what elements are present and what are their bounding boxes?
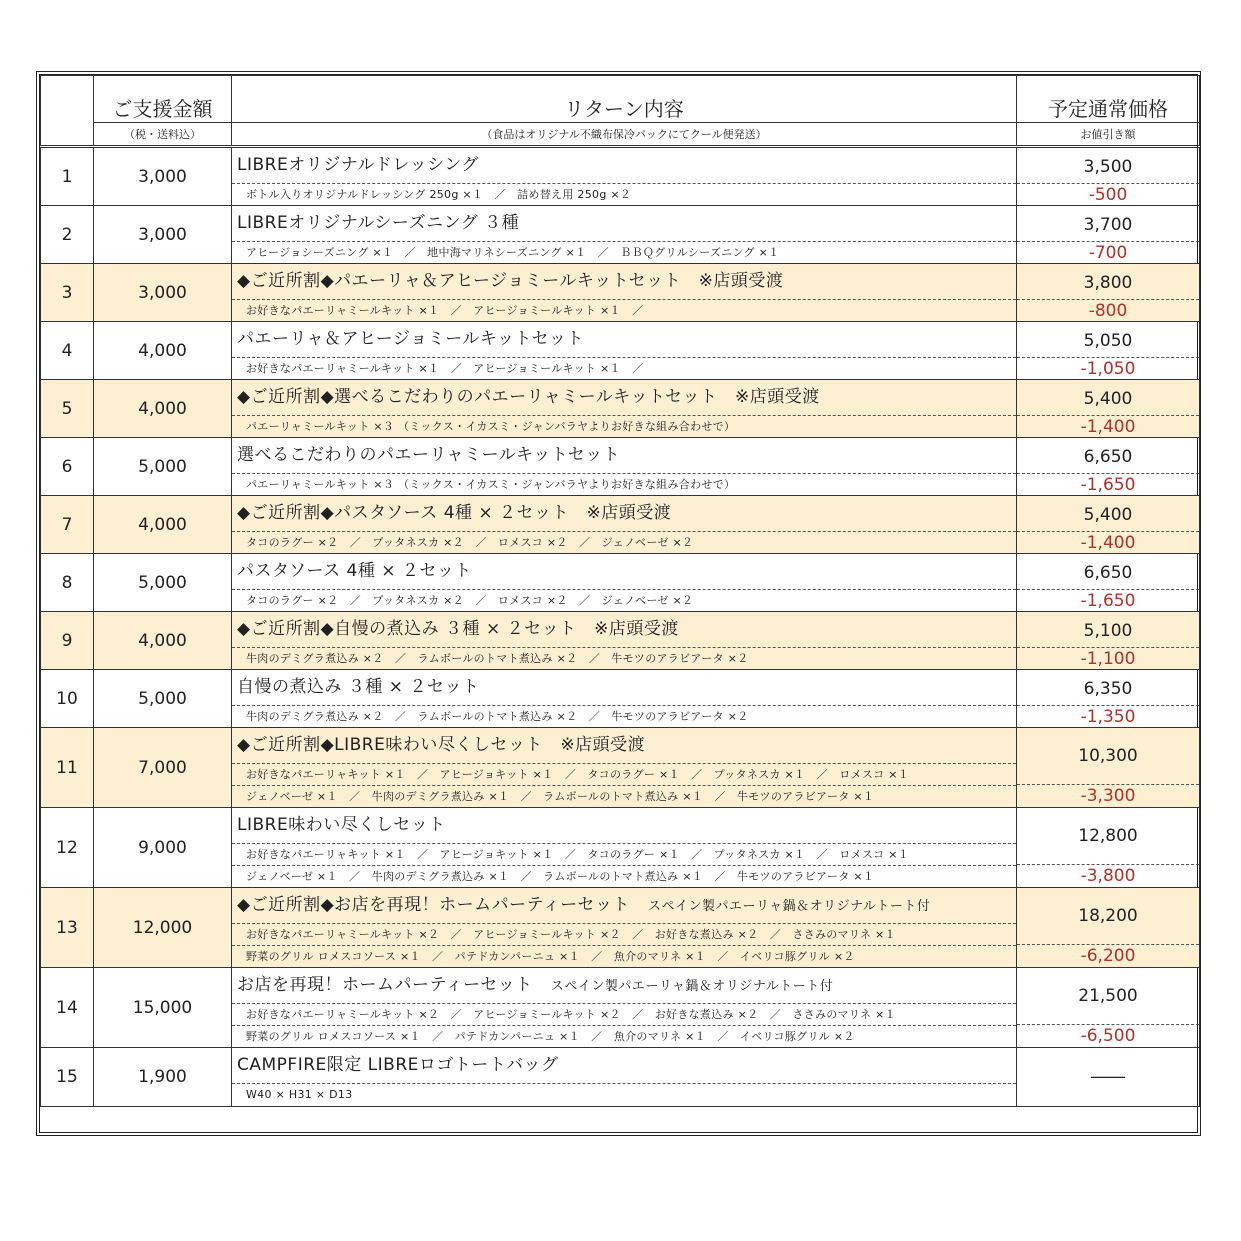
reward-title: パスタソース 4種 × ２セット — [232, 554, 1016, 590]
reward-detail: お好きなパエーリャミールキット ×１ ／ アヒージョミールキット ×１ ／ — [246, 362, 644, 375]
reward-detail: ジェノベーゼ ×１ ／ 牛肉のデミグラ煮込み ×１ ／ ラムボールのトマト煮込み ×１ ／ 牛モツのアラビアータ ×１ — [246, 790, 875, 803]
price-cell — [1017, 968, 1200, 1048]
table-row — [41, 888, 1200, 968]
header-row — [41, 76, 1200, 123]
table-row — [41, 968, 1200, 1048]
reward-content — [232, 380, 1017, 438]
discount-amount: -1,400 — [1080, 417, 1136, 437]
reward-detail: 野菜のグリル ロメスコソース ×１ ／ パテドカンパーニュ ×１ ／ 魚介のマリネ ×１ ／ イベリコ豚グリル ×２ — [246, 950, 855, 963]
discount-amount: -700 — [1088, 243, 1128, 263]
support-amount: 3,000 — [94, 206, 232, 264]
price-cell — [1017, 322, 1200, 380]
discount-amount: -1,650 — [1080, 591, 1136, 611]
row-number: 2 — [41, 206, 94, 264]
support-amount: 4,000 — [94, 322, 232, 380]
reward-detail: 牛肉のデミグラ煮込み ×２ ／ ラムボールのトマト煮込み ×２ ／ 牛モツのアラビアータ ×２ — [246, 710, 749, 723]
support-amount: 1,900 — [94, 1048, 232, 1107]
returns-table-inner — [39, 74, 1198, 1133]
reward-title: LIBREオリジナルドレッシング — [232, 148, 1016, 184]
reward-detail: お好きなパエーリャミールキット ×２ ／ アヒージョミールキット ×２ ／ お好きな煮込み ×２ ／ ささみのマリネ ×１ — [232, 924, 1016, 946]
reward-detail: タコのラグー ×２ ／ プッタネスカ ×２ ／ ロメスコ ×２ ／ ジェノベーゼ ×２ — [246, 536, 694, 549]
discount-amount: -1,650 — [1080, 475, 1136, 495]
price-cell — [1017, 380, 1200, 438]
price-cell — [1017, 612, 1200, 670]
regular-price: 18,200 — [1017, 888, 1199, 945]
support-amount: 5,000 — [94, 670, 232, 728]
reward-note: スペイン製パエーリャ鍋＆オリジナルトート付 — [647, 899, 931, 914]
table-row — [41, 554, 1200, 612]
row-number: 9 — [41, 612, 94, 670]
header-price-sub: お値引き額 — [1017, 123, 1200, 147]
row-number: 15 — [41, 1048, 94, 1107]
reward-title: ◆ご近所割◆パスタソース 4種 × ２セット ※店頭受渡 — [232, 496, 1016, 532]
reward-detail: W40 × H31 × D13 — [246, 1088, 353, 1101]
regular-price: 5,050 — [1017, 322, 1199, 358]
reward-content — [232, 554, 1017, 612]
table-row — [41, 206, 1200, 264]
reward-title: ◆ご近所割◆お店を再現！ホームパーティーセット スペイン製パエーリャ鍋＆オリジナルトート付 — [232, 888, 1016, 924]
discount-amount: -500 — [1088, 185, 1128, 205]
reward-detail: パエーリャミールキット ×３ （ミックス・イカスミ・ジャンバラヤよりお好きな組み合わせで） — [246, 478, 736, 491]
row-number: 6 — [41, 438, 94, 496]
price-cell — [1017, 888, 1200, 968]
discount-amount: -1,050 — [1080, 359, 1136, 379]
table-row — [41, 728, 1200, 808]
table-row — [41, 380, 1200, 438]
discount-amount: -3,800 — [1080, 866, 1136, 886]
discount-amount: -3,300 — [1080, 786, 1136, 806]
reward-title: LIBREオリジナルシーズニング ３種 — [232, 206, 1016, 242]
support-amount: 4,000 — [94, 496, 232, 554]
reward-content — [232, 1048, 1017, 1107]
regular-price: 3,500 — [1017, 148, 1199, 184]
discount-amount: -1,400 — [1080, 533, 1136, 553]
reward-content — [232, 612, 1017, 670]
support-amount: 3,000 — [94, 264, 232, 322]
discount-amount: -1,350 — [1080, 707, 1136, 727]
reward-title: パエーリャ＆アヒージョミールキットセット — [232, 322, 1016, 358]
table-row — [41, 612, 1200, 670]
regular-price: 6,350 — [1017, 670, 1199, 706]
header-amount-sub: （税・送料込） — [94, 123, 232, 147]
price-cell — [1017, 438, 1200, 496]
header-price: 予定通常価格 — [1017, 76, 1200, 123]
reward-detail: ジェノベーゼ ×１ ／ 牛肉のデミグラ煮込み ×１ ／ ラムボールのトマト煮込み ×１ ／ 牛モツのアラビアータ ×１ — [246, 870, 875, 883]
row-number: 13 — [41, 888, 94, 968]
support-amount: 12,000 — [94, 888, 232, 968]
reward-content — [232, 888, 1017, 968]
reward-title: ◆ご近所割◆パエーリャ＆アヒージョミールキットセット ※店頭受渡 — [232, 264, 1016, 300]
reward-detail: お好きなパエーリャキット ×１ ／ アヒージョキット ×１ ／ タコのラグー ×１ ／ プッタネスカ ×１ ／ ロメスコ ×１ — [232, 764, 1016, 786]
reward-note: スペイン製パエーリャ鍋＆オリジナルトート付 — [550, 979, 834, 994]
reward-content — [232, 322, 1017, 380]
returns-table-frame — [36, 71, 1201, 1136]
regular-price: 10,300 — [1017, 728, 1199, 785]
reward-detail: お好きなパエーリャキット ×１ ／ アヒージョキット ×１ ／ タコのラグー ×１ ／ プッタネスカ ×１ ／ ロメスコ ×１ — [232, 844, 1016, 866]
header-content: リターン内容 — [232, 76, 1017, 123]
price-cell — [1017, 206, 1200, 264]
table-row — [41, 438, 1200, 496]
price-cell — [1017, 670, 1200, 728]
support-amount: 15,000 — [94, 968, 232, 1048]
support-amount: 9,000 — [94, 808, 232, 888]
regular-price: 6,650 — [1017, 438, 1199, 474]
support-amount: 5,000 — [94, 554, 232, 612]
regular-price: 3,800 — [1017, 264, 1199, 300]
reward-title: ◆ご近所割◆LIBRE味わい尽くしセット ※店頭受渡 — [232, 728, 1016, 764]
reward-detail: パエーリャミールキット ×３ （ミックス・イカスミ・ジャンバラヤよりお好きな組み合わせで） — [246, 420, 736, 433]
row-number: 1 — [41, 147, 94, 206]
regular-price: 5,400 — [1017, 380, 1199, 416]
discount-amount: -6,200 — [1080, 946, 1136, 966]
reward-content — [232, 206, 1017, 264]
regular-price: 5,100 — [1017, 612, 1199, 648]
regular-price: 12,800 — [1017, 808, 1199, 865]
header-amount: ご支援金額 — [94, 76, 232, 123]
regular-price: 5,400 — [1017, 496, 1199, 532]
price-cell — [1017, 496, 1200, 554]
discount-amount: -800 — [1088, 301, 1128, 321]
reward-content — [232, 147, 1017, 206]
reward-title: 選べるこだわりのパエーリャミールキットセット — [232, 438, 1016, 474]
reward-content — [232, 496, 1017, 554]
table-row — [41, 147, 1200, 206]
reward-title: LIBRE味わい尽くしセット — [232, 808, 1016, 844]
support-amount: 4,000 — [94, 612, 232, 670]
reward-detail: お好きなパエーリャミールキット ×１ ／ アヒージョミールキット ×１ ／ — [246, 304, 644, 317]
reward-content — [232, 264, 1017, 322]
support-amount: 5,000 — [94, 438, 232, 496]
price-none: ―― — [1091, 1067, 1125, 1087]
reward-content — [232, 728, 1017, 808]
reward-title: ◆ご近所割◆選べるこだわりのパエーリャミールキットセット ※店頭受渡 — [232, 380, 1016, 416]
reward-detail: ボトル入りオリジナルドレッシング 250g ×１ ／ 詰め替え用 250g ×２ — [246, 188, 632, 201]
support-amount: 3,000 — [94, 147, 232, 206]
reward-detail: 野菜のグリル ロメスコソース ×１ ／ パテドカンパーニュ ×１ ／ 魚介のマリネ ×１ ／ イベリコ豚グリル ×２ — [246, 1030, 855, 1043]
support-amount: 4,000 — [94, 380, 232, 438]
table-row — [41, 1048, 1200, 1107]
discount-amount: -1,100 — [1080, 649, 1136, 669]
header-no-cell — [41, 76, 94, 147]
reward-title: 自慢の煮込み ３種 × ２セット — [232, 670, 1016, 706]
reward-detail: お好きなパエーリャミールキット ×２ ／ アヒージョミールキット ×２ ／ お好きな煮込み ×２ ／ ささみのマリネ ×１ — [232, 1004, 1016, 1026]
table-row — [41, 670, 1200, 728]
reward-title: CAMPFIRE限定 LIBREロゴトートバッグ — [232, 1048, 1016, 1084]
reward-detail: アヒージョシーズニング ×１ ／ 地中海マリネシーズニング ×１ ／ ＢＢＱグリルシーズニング ×１ — [246, 246, 780, 259]
table-row — [41, 496, 1200, 554]
reward-detail: 牛肉のデミグラ煮込み ×２ ／ ラムボールのトマト煮込み ×２ ／ 牛モツのアラビアータ ×２ — [246, 652, 749, 665]
reward-content — [232, 670, 1017, 728]
row-number: 4 — [41, 322, 94, 380]
row-number: 8 — [41, 554, 94, 612]
reward-content — [232, 438, 1017, 496]
header-sub-row — [41, 123, 1200, 147]
table-row — [41, 808, 1200, 888]
row-number: 12 — [41, 808, 94, 888]
price-cell — [1017, 808, 1200, 888]
regular-price: 6,650 — [1017, 554, 1199, 590]
price-cell — [1017, 264, 1200, 322]
header-content-sub: （食品はオリジナル不織布保冷バックにてクール便発送） — [232, 123, 1017, 147]
price-cell — [1017, 554, 1200, 612]
returns-table — [40, 75, 1200, 1107]
support-amount: 7,000 — [94, 728, 232, 808]
regular-price: 3,700 — [1017, 206, 1199, 242]
row-number: 3 — [41, 264, 94, 322]
table-row — [41, 264, 1200, 322]
row-number: 14 — [41, 968, 94, 1048]
discount-amount: -6,500 — [1080, 1026, 1136, 1046]
reward-content — [232, 808, 1017, 888]
row-number: 7 — [41, 496, 94, 554]
reward-detail: タコのラグー ×２ ／ プッタネスカ ×２ ／ ロメスコ ×２ ／ ジェノベーゼ ×２ — [246, 594, 694, 607]
reward-title: お店を再現！ホームパーティーセット スペイン製パエーリャ鍋＆オリジナルトート付 — [232, 968, 1016, 1004]
row-number: 10 — [41, 670, 94, 728]
price-cell — [1017, 1048, 1200, 1107]
reward-content — [232, 968, 1017, 1048]
regular-price: 21,500 — [1017, 968, 1199, 1025]
price-cell — [1017, 147, 1200, 206]
row-number: 11 — [41, 728, 94, 808]
price-cell — [1017, 728, 1200, 808]
table-row — [41, 322, 1200, 380]
row-number: 5 — [41, 380, 94, 438]
reward-title: ◆ご近所割◆自慢の煮込み ３種 × ２セット ※店頭受渡 — [232, 612, 1016, 648]
